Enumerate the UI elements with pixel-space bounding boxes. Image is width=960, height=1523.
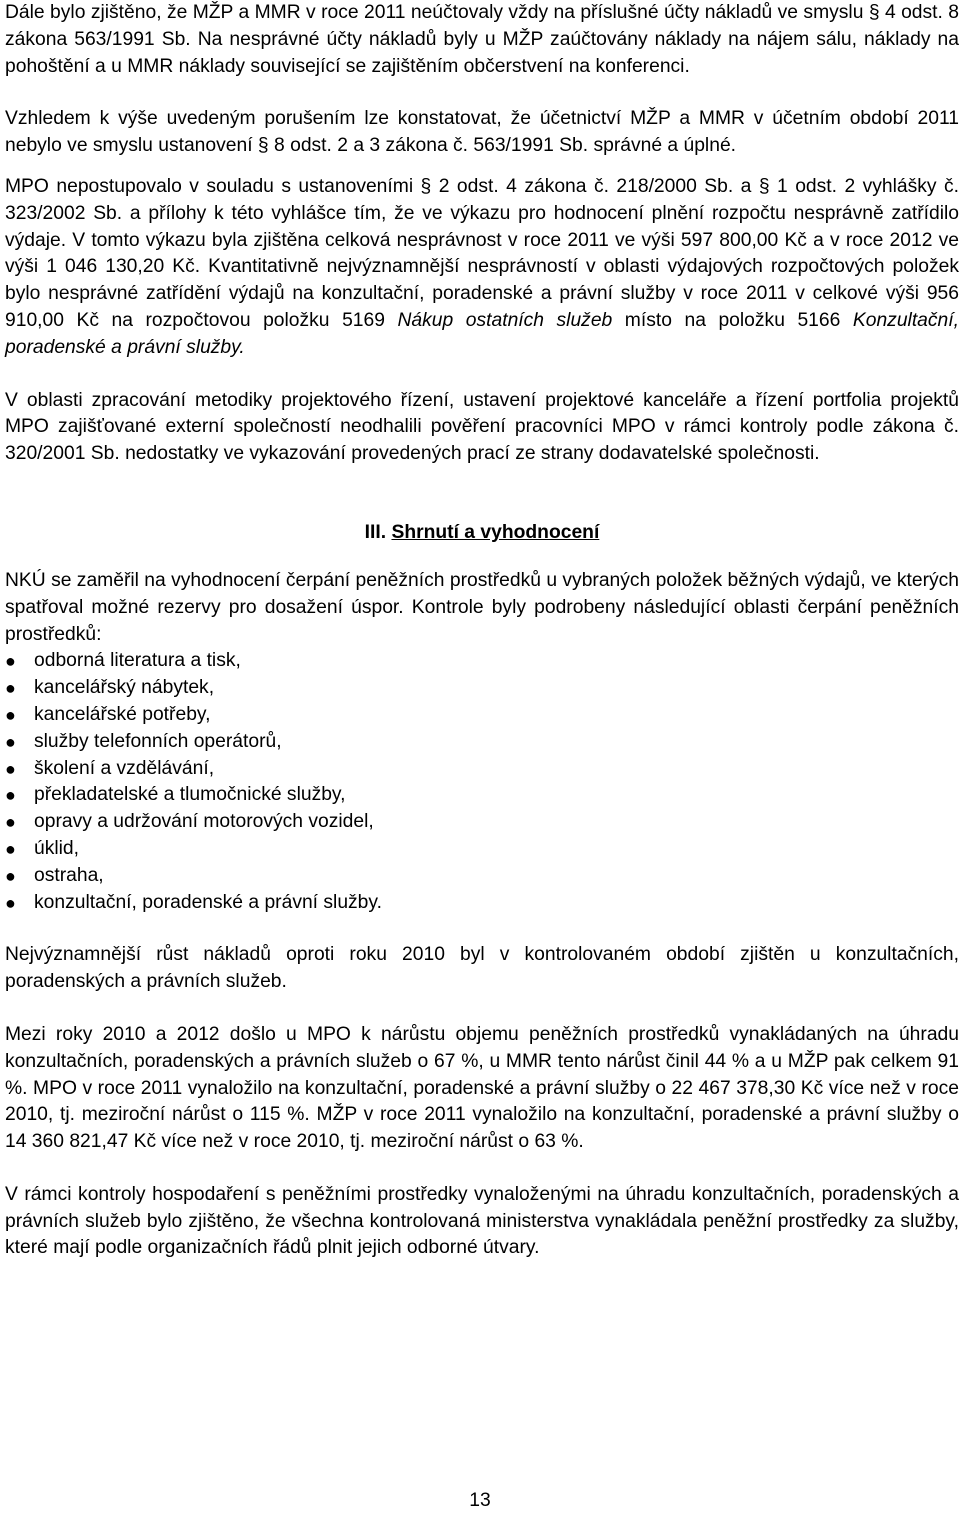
list-item	[5, 675, 959, 702]
list-item	[5, 890, 959, 917]
paragraph-accounting-conclusion: Vzhledem k výše uvedeným porušením lze konstatovat, že účetnictví MŽP a MMR v účetním období 2011 nebylo ve smyslu ustanovení § 8 odst. 2 a 3 zákona č. 563/1991 Sb. správné a úplné.	[5, 108, 959, 157]
bullet-dot-icon: ●	[5, 758, 16, 779]
section-number: III.	[364, 521, 387, 543]
list-item-label: konzultační, poradenské a právní služby.	[34, 891, 382, 913]
paragraph-accounting-findings: Dále bylo zjištěno, že MŽP a MMR v roce 2011 neúčtovaly vždy na příslušné účty nákladů ve smyslu § 4 odst. 8 zákona 563/1991 Sb. Na nesprávné účty nákladů byly u MŽP zaúčtovány náklady na nájem sálu, náklady na pohoštění a u MMR náklady související se zajištěním občerstvení na konferenci.	[5, 2, 959, 77]
list-item-label: kancelářský nábytek,	[34, 677, 215, 699]
bullet-dot-icon: ●	[5, 651, 16, 672]
bullet-dot-icon: ●	[5, 678, 16, 699]
list-item	[5, 836, 959, 863]
paragraph-mpo-budget-classification	[5, 174, 959, 362]
list-item-label: služby telefonních operátorů,	[34, 730, 282, 752]
list-item	[5, 756, 959, 783]
bullet-dot-icon: ●	[5, 865, 16, 886]
paragraph-project-methodology: V oblasti zpracování metodiky projektového řízení, ustavení projektové kanceláře a řízení portfolia projektů MPO zajišťované externí společností neodhalili pověření pracovníci MPO v rámci kontroly podle zákona č. 320/2001 Sb. nedostatky ve vykazování provedených prací ze strany dodavatelské společnosti.	[5, 389, 959, 465]
list-item	[5, 782, 959, 809]
list-item	[5, 702, 959, 729]
budget-item-name-italic: Nákup ostatních služeb	[397, 309, 613, 331]
budget-item-name-italic: Konzultační, poradenské a právní služby.	[5, 309, 959, 358]
paragraph-text: MPO nepostupovalo v souladu s ustanoveními § 2 odst. 4 zákona č. 218/2000 Sb. a § 1 odst. 2 vyhlášky č. 323/2002 Sb. a přílohy k této vyhlášce tím, že ve výkazu pro hodnocení plnění rozpočtu nesprávně zatřídilo výdaje. V tomto výkazu byla zjištěna celková nesprávnost v roce 2011 ve výši 597 800,00 Kč a v roce 2012 ve výši 1 046 130,20 Kč. Kvantitativně nejvýznamnější nesprávností v oblasti výdajových rozpočtových položek bylo nesprávné zatřídění výdajů na konzultační, poradenské a právní služby v roce 2011 v celkové výši 956 910,00 Kč na rozpočtovou položku 5169	[5, 175, 959, 331]
list-item-label: úklid,	[34, 837, 80, 859]
audited-areas-list	[5, 648, 959, 916]
bullet-dot-icon: ●	[5, 812, 16, 833]
bullet-dot-icon: ●	[5, 785, 16, 806]
section-title: Shrnutí a vyhodnocení	[391, 521, 600, 543]
list-item-label: kancelářské potřeby,	[34, 703, 211, 725]
paragraph-largest-growth: Nejvýznamnější růst nákladů oproti roku 2010 byl v kontrolovaném období zjištěn u konzultačních, poradenských a právních služeb.	[5, 944, 959, 993]
page-number: 13	[469, 1490, 491, 1511]
list-item-label: školení a vzdělávání,	[34, 757, 215, 779]
list-item-label: překladatelské a tlumočnické služby,	[34, 784, 346, 806]
bullet-dot-icon: ●	[5, 838, 16, 859]
bullet-dot-icon: ●	[5, 704, 16, 725]
paragraph-cost-increase: Mezi roky 2010 a 2012 došlo u MPO k nárůstu objemu peněžních prostředků vynakládaných na úhradu konzultačních, poradenských a právních služeb o 67 %, u MMR tento nárůst činil 44 % a u MŽP pak celkem 91 %. MPO v roce 2011 vynaložilo na konzultační, poradenské a právní služby o 22 467 378,30 Kč více než v roce 2010, tj. meziroční nárůst o 115 %. MŽP v roce 2011 vynaložilo na konzultační, poradenské a právní služby o 14 360 821,47 Kč více než v roce 2010, tj. meziroční nárůst o 63 %.	[5, 1023, 959, 1153]
list-item-label: opravy a udržování motorových vozidel,	[34, 811, 374, 833]
paragraph-text: místo na položku 5166	[612, 309, 853, 331]
list-item	[5, 648, 959, 675]
bullet-dot-icon: ●	[5, 892, 16, 913]
list-item	[5, 729, 959, 756]
list-item-label: odborná literatura a tisk,	[34, 650, 241, 672]
bullet-dot-icon: ●	[5, 731, 16, 752]
paragraph-audit-scope: NKÚ se zaměřil na vyhodnocení čerpání peněžních prostředků u vybraných položek běžných výdajů, ve kterých spatřoval možné rezervy pro dosažení úspor. Kontrole byly podrobeny následující oblasti čerpání peněžních prostředků:	[5, 569, 959, 645]
paragraph-services-finding: V rámci kontroly hospodaření s peněžními prostředky vynaloženými na úhradu konzultačních, poradenských a právních služeb bylo zjištěno, že všechna kontrolovaná ministerstva vynakládala peněžní prostředky za služby, které mají podle organizačních řádů plnit jejich odborné útvary.	[5, 1183, 959, 1259]
section-heading	[5, 520, 959, 554]
document-page	[5, 0, 959, 1262]
list-item	[5, 863, 959, 890]
list-item	[5, 809, 959, 836]
list-item-label: ostraha,	[34, 864, 104, 886]
